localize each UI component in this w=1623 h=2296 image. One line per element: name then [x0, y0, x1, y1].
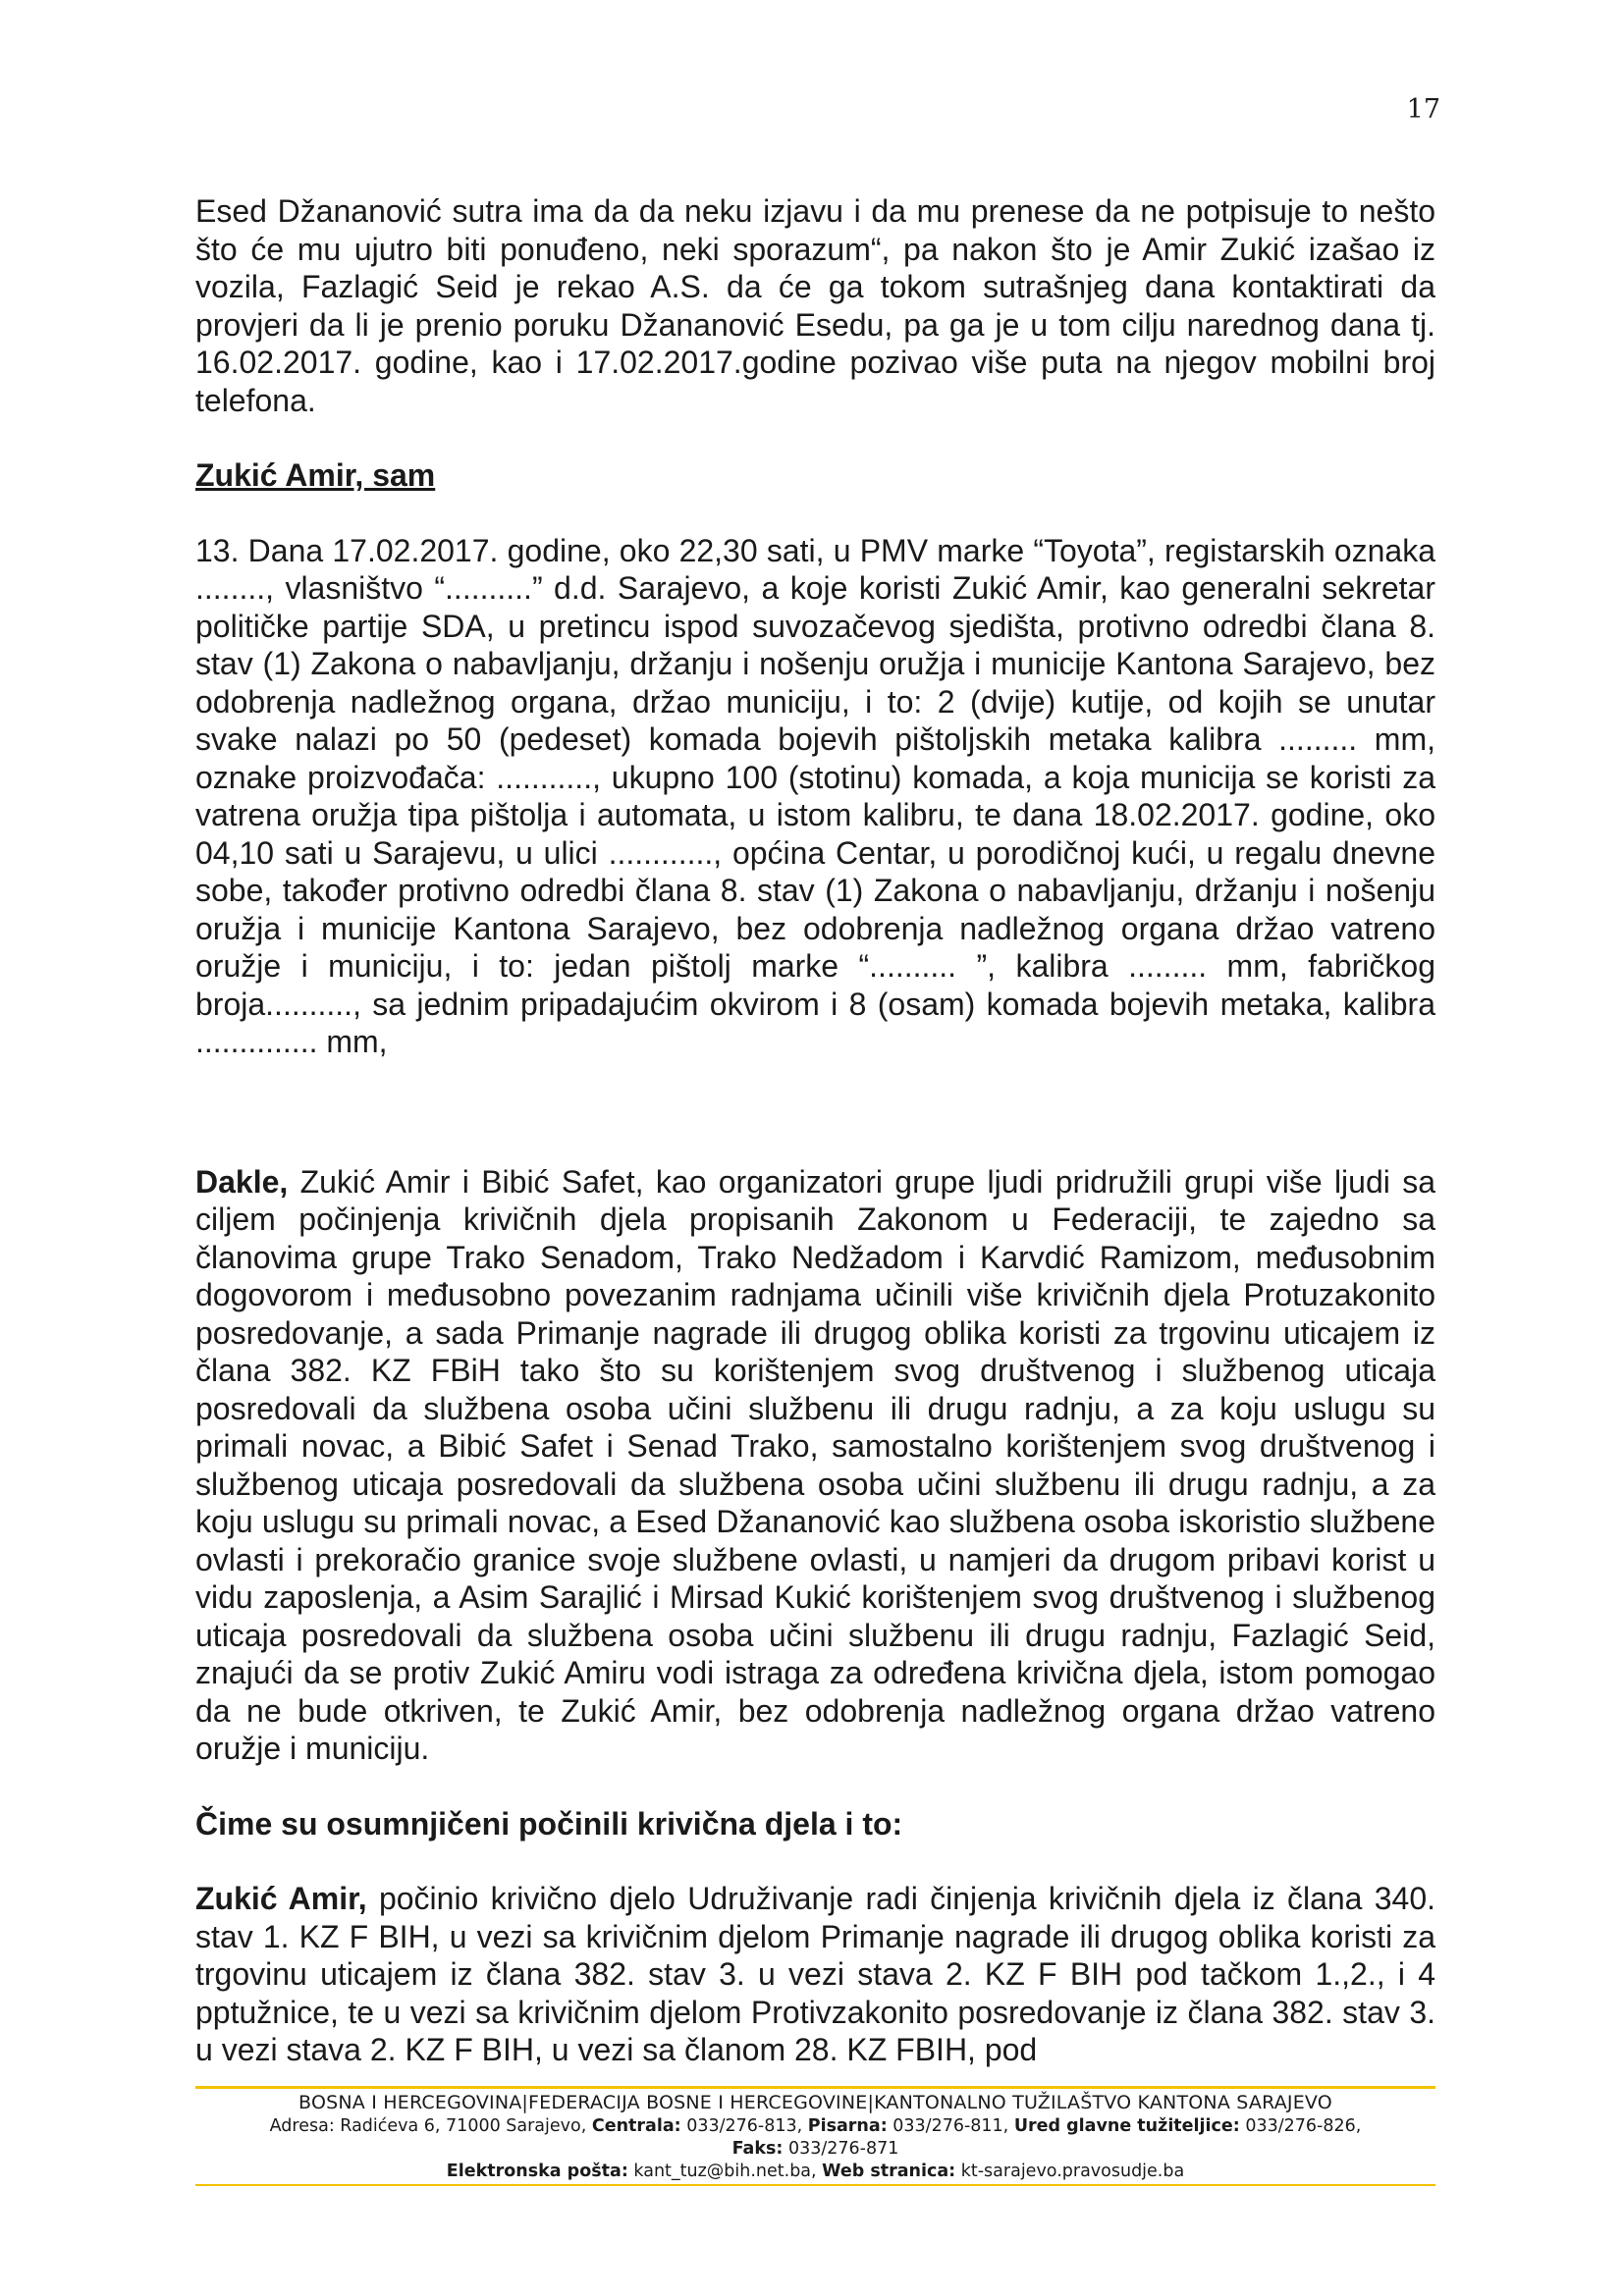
paragraph-item-13: 13. Dana 17.02.2017. godine, oko 22,30 sati, u PMV marke “Toyota”, registarskih oznaka ........, vlasništvo “..........” d.d. Sarajevo, a koje koristi Zukić Amir, kao generalni sekretar političke partije SDA, u pretincu ispod suvozačevog sjedišta, protivno odredbi člana 8. stav (1) Zakona o nabavljanju, držanju i nošenju oružja i municije Kantona Sarajevo, bez odobrenja nadležnog organa, držao municiju, i to: 2 (dvije) kutije, od kojih se unutar svake nalazi po 50 (pedeset) komada bojevih pištoljskih metaka kalibra ......... mm, oznake proizvođača: ..........., ukupno 100 (stotinu) komada, a koja municija se koristi za vatrena oružja tipa pištolja i automata, u istom kalibru, te dana 18.02.2017. godine, oko 04,10 sati u Sarajevu, u ulici ............, općina Centar, u porodičnoj kući, u regalu dnevne sobe, također protivno odredbi člana 8. stav (1) Zakona o nabavljanju, držanju i nošenju oružja i municije Kantona Sarajevo, bez odobrenja nadležnog organa držao vatreno oružje i municiju, i to: jedan pištolj marke “.......... ”, kalibra ......... mm, fabričkog broja.........., sa jednim pripadajućim okvirom i 8 (osam) komada bojevih metaka, kalibra .............. mm, [195, 532, 1435, 1059]
footer-rule-bottom [195, 2184, 1435, 2186]
page-number: 17 [1406, 94, 1440, 125]
footer-electronic: Elektronska pošta: kant_tuz@bih.net.ba, Web stranica: kt-sarajevo.pravosudje.ba [446, 2162, 1185, 2181]
dakle-lead: Dakle, [195, 1163, 289, 1200]
footer-title: BOSNA I HERCEGOVINA|FEDERACIJA BOSNE I HERCEGOVINE|KANTONALNO TUŽILAŠTVO KANTONA SARAJEVO [298, 2092, 1332, 2113]
document-body [195, 192, 1435, 2069]
footer-contacts: Adresa: Radićeva 6, 71000 Sarajevo, Centrala: 033/276-813, Pisarna: 033/276-811, Ured glavne tužiteljice: 033/276-826, [269, 2116, 1362, 2136]
section-heading-charges: Čime su osumnjičeni počinili krivična djela i to: [195, 1805, 903, 1842]
paragraph-dakle [195, 1163, 1435, 1768]
footer-rule-top [195, 2086, 1435, 2089]
paragraph-zukic-charge [195, 1880, 1435, 2069]
website-link[interactable]: kt-sarajevo.pravosudje.ba [955, 2162, 1185, 2181]
dakle-text: Zukić Amir i Bibić Safet, kao organizatori grupe ljudi pridružili grupi više ljudi sa ciljem počinjenja krivičnih djela propisanih Zakonom u Federaciji, te zajedno sa članovima grupe Trako Senadom, Trako Nedžadom i Karvdić Ramizom, međusobnim dogovorom i međusobno povezanim radnjama učinili više krivičnih djela Protuzakonito posredovanje, a sada Primanje nagrade ili drugog oblika koristi za trgovinu uticajem iz člana 382. KZ FBiH tako što su korištenjem svog društvenog i službenog uticaja posredovali da službena osoba učini službenu ili drugu radnju, a za koju uslugu su primali novac, a Bibić Safet i Senad Trako, samostalno korištenjem svog društvenog i službenog uticaja posredovali da službena osoba učini službenu ili drugu radnju, a za koju uslugu su primali novac, a Esed Džananović kao službena osoba iskoristio službene ovlasti i prekoračio granice svoje službene ovlasti, u namjeri da drugom pribavi korist u vidu zaposlenja, a Asim Sarajlić i Mirsad Kukić korištenjem svog društvenog i službenog uticaja posredovali da službena osoba učini službenu ili drugu radnju, Fazlagić Seid, znajući da se protiv Zukić Amiru vodi istraga za određena krivična djela, istom pomogao da ne bude otkriven, te Zukić Amir, bez odobrenja nadležnog organa držao vatreno oružje i municiju. [195, 1163, 1435, 1766]
footer [195, 2091, 1435, 2183]
email-link[interactable]: kant_tuz@bih.net.ba, [627, 2162, 823, 2181]
footer-fax: Faks: 033/276-871 [731, 2139, 899, 2159]
zukic-text: počinio krivično djelo Udruživanje radi činjenja krivičnih djela iz člana 340. stav 1. KZ F BIH, u vezi sa krivičnim djelom Primanje nagrade ili drugog oblika koristi za trgovinu uticajem iz člana 382. stav 3. u vezi stava 2. KZ F BIH pod tačkom 1.,2., i 4 pptužnice, te u vezi sa krivičnim djelom Protivzakonito posredovanje iz člana 382. stav 3. u vezi stava 2. KZ F BIH, u vezi sa članom 28. KZ FBIH, pod [195, 1881, 1436, 2067]
paragraph-continuation: Esed Džananović sutra ima da da neku izjavu i da mu prenese da ne potpisuje to nešto što će mu ujutro biti ponuđeno, neki sporazum“, pa nakon što je Amir Zukić izašao iz vozila, Fazlagić Seid je rekao A.S. da će ga tokom sutrašnjeg dana kontaktirati da provjeri da li je prenio poruku Džananović Esedu, pa ga je u tom cilju narednog dana tj. 16.02.2017. godine, kao i 17.02.2017.godine pozivao više puta na njegov mobilni broj telefona. [195, 193, 1435, 418]
section-heading-zukic: Zukić Amir, sam [195, 457, 436, 493]
zukic-lead: Zukić Amir, [195, 1881, 367, 1916]
